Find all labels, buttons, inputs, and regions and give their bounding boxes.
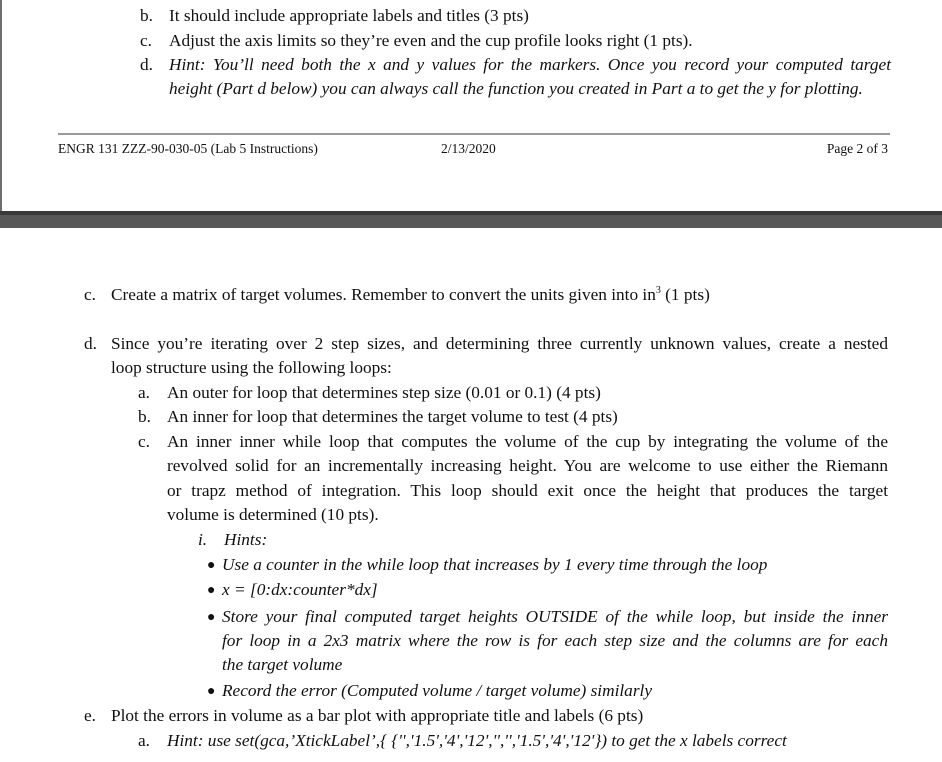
list-marker: c. — [140, 31, 152, 50]
list-text: Plot the errors in volume as a bar plot with appropriate title and labels (6 pts) — [111, 706, 644, 725]
bullet-icon: ● — [207, 684, 216, 699]
sub-item-c — [138, 431, 150, 453]
list-marker: c. — [84, 285, 96, 304]
hint-bullet: Record the error (Computed volume / target volume) similarly — [222, 681, 653, 700]
hint-line-2: height (Part d below) you can always call the function you created in Part a to get the y for plotting. — [169, 79, 863, 98]
list-item-c — [140, 30, 693, 52]
footer-divider — [58, 133, 890, 135]
document-page-1 — [0, 0, 942, 211]
paragraph-line: Since you’re iterating over 2 step sizes, and determining three currently unknown values, create a nested — [111, 334, 888, 353]
list-item-c — [84, 284, 710, 306]
list-text: Adjust the axis limits so they’re even and the cup profile looks right (1 pts). — [169, 31, 693, 50]
list-text: It should include appropriate labels and titles (3 pts) — [169, 6, 529, 25]
sub-item-a — [138, 382, 601, 404]
hint-bullet: x = [0:dx:counter*dx] — [222, 580, 378, 599]
list-text-tail: (1 pts) — [660, 285, 710, 304]
footer-page-number: Page 2 of 3 — [826, 141, 888, 156]
list-marker: d. — [84, 334, 97, 353]
list-text-main: Create a matrix of target volumes. Remember to convert the units given into in — [111, 285, 656, 304]
paragraph-line: loop structure using the following loops: — [111, 358, 392, 377]
list-text: Hint: use set(gca,’XtickLabel’,{ {'','1.5','4','12','','','1.5','4','12'}) to get the x labels correct — [167, 731, 787, 750]
paragraph-line: revolved solid for an incrementally increasing height. You are welcome to use either the Riemann — [167, 456, 888, 475]
bullet-icon: ● — [207, 610, 216, 625]
list-item-d — [84, 333, 97, 355]
footer-date: 2/13/2020 — [441, 141, 496, 156]
list-item-b — [140, 5, 529, 27]
paragraph-line: An inner inner while loop that computes the volume of the cup by integrating the volume of the — [167, 432, 888, 451]
list-marker: d. — [140, 55, 153, 74]
list-marker: c. — [138, 432, 150, 451]
bullet-icon: ● — [207, 583, 216, 598]
list-text — [111, 284, 710, 306]
list-item-e — [84, 705, 644, 727]
superscript: 3 — [655, 285, 661, 297]
hints-heading — [198, 529, 268, 551]
list-text: An inner for loop that determines the target volume to test (4 pts) — [167, 407, 618, 426]
list-marker: e. — [84, 706, 96, 725]
footer-course: ENGR 131 ZZZ-90-030-05 (Lab 5 Instructions) — [58, 141, 318, 156]
hint-bullet-continued: the target volume — [222, 655, 343, 674]
list-marker: a. — [138, 383, 150, 402]
hint-line-1: Hint: You’ll need both the x and y values for the markers. Once you record your computed target — [169, 55, 891, 74]
paragraph-line: or trapz method of integration. This loop should exit once the height that produces the target — [167, 481, 888, 500]
hint-bullet: Store your final computed target heights OUTSIDE of the while loop, but inside the inner — [222, 607, 888, 626]
list-marker: i. — [198, 530, 208, 549]
document-page-2 — [0, 228, 942, 762]
list-marker: b. — [140, 6, 153, 25]
list-marker: a. — [138, 731, 150, 750]
list-item-d — [140, 54, 153, 76]
bullet-icon: ● — [207, 558, 216, 573]
sub-item-a — [138, 730, 787, 752]
hints-title: Hints: — [224, 530, 268, 549]
list-marker: b. — [138, 407, 151, 426]
hint-bullet-continued: for loop in a 2x3 matrix where the row is for each step size and the columns are for each — [222, 631, 888, 650]
hint-bullet: Use a counter in the while loop that increases by 1 every time through the loop — [222, 555, 768, 574]
page-separator — [0, 211, 942, 228]
list-text: An outer for loop that determines step size (0.01 or 0.1) (4 pts) — [167, 383, 601, 402]
paragraph-line: volume is determined (10 pts). — [167, 505, 379, 524]
sub-item-b — [138, 406, 618, 428]
